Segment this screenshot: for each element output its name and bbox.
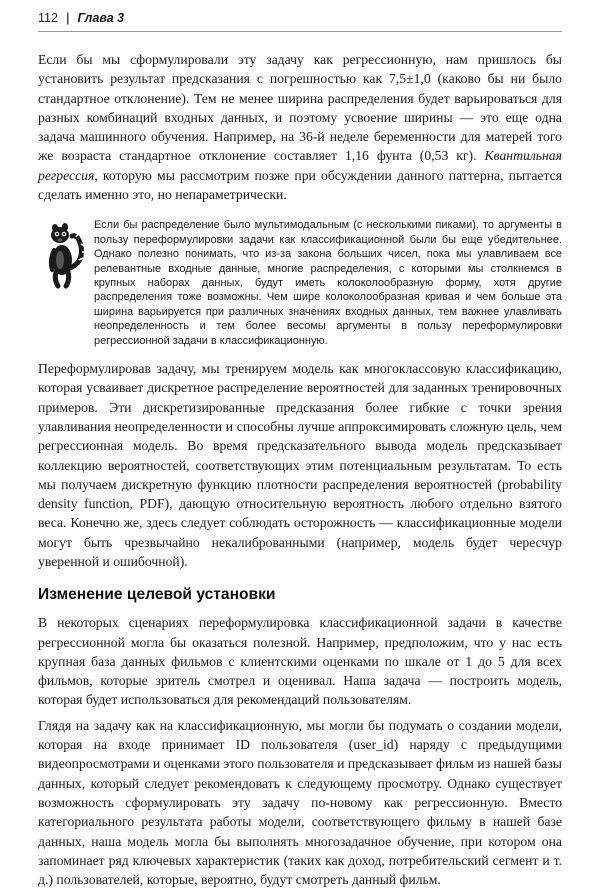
quantile-regression-term: Квантильная регрессия xyxy=(38,148,563,183)
note-block xyxy=(38,218,562,348)
lemur-icon xyxy=(38,218,94,348)
page-header xyxy=(38,11,124,25)
paragraph-1-end: , которую мы рассмотрим позже при обсуждении данного паттерна, пытается сделать именно это, но непараметрически. xyxy=(38,167,562,203)
paragraph-3: В некоторых сценариях переформулировка классификационной задачи в качестве регрессионной могла бы оказаться полезной. Например, предположим, что у нас есть крупная база данных фильмов с клиентскими оценками по шкале от 1 до 5 для всех фильмов, которые зритель смотрел и оценивал. Наша задача — построить модель, которая будет использоваться для рекомендаций пользователям. xyxy=(38,615,562,708)
page-content xyxy=(38,50,562,889)
paragraph-4: Глядя на задачу как на классификационную, мы могли бы подумать о создании модели, которая на входе принимает ID пользователя (user_id) наряду с предыдущими видеопросмотрами и оценками этого пользователя и предсказывает фильм из нашей базы данных, который следует рекомендовать к следующему просмотру. Однако существует возможность сформулировать эту задачу по-новому как регрессионную. Вместо категориального результата работы модели, соответствующего фильму в нашей базе данных, наша модель могла бы выполнять многозадачное обучение, при котором она запоминает ряд ключевых характеристик (таких как доход, потребительский сегмент и т. д.) пользователей, которые, вероятно, будут смотреть данный фильм. xyxy=(38,717,562,888)
page-number: 112 xyxy=(38,11,58,25)
section-heading: Изменение целевой установки xyxy=(38,586,276,604)
header-rule xyxy=(38,31,562,32)
note-text: Если бы распределение было мультимодальным (с несколькими пиками), то аргументы в пользу переформулировки задачи как классификационной были бы еще убедительнее. Однако полезно понимать, что из-за закона больших чисел, пока мы улавливаем все релевантные входные данные, многие распределения, с которыми мы столкнемся в крупных наборах данных, будут иметь колоколообразную форму, хотя другие распределения тоже возможны. Чем шире колоколообразная кривая и чем больше эта ширина варьируется при различных значениях входных данных, тем важнее улавливать неопределенность и тем более весомы аргументы в пользу переформулировки регрессионной задачи в классификационную. xyxy=(94,219,562,347)
header-separator: | xyxy=(65,11,70,25)
chapter-title: Глава 3 xyxy=(77,11,125,25)
paragraph-2: Переформулировав задачу, мы тренируем модель как многоклассовую классификацию, которая усваивает дискретное распределение вероятностей для заданных тренировочных примеров. Эти дискретизированные предсказания более гибкие с точки зрения улавливания неопределенности и способны лучше аппроксимировать сложную цель, чем регрессионная модель. Во время предсказательного вывода модель предсказывает коллекцию вероятностей, соответствующих этим потенциальным результатам. То есть мы получаем дискретную функцию плотности распределения вероятностей (probability density function, PDF), дающую относительную вероятность любого отдельно взятого веса. Конечно же, здесь следует соблюдать осторожность — классификационные модели могут быть чрезвычайно некалиброванными (например, модель будет чересчур уверенной и ошибочной). xyxy=(38,361,562,569)
paragraph-1 xyxy=(38,50,562,204)
paragraph-1-text: Если бы мы сформулировали эту задачу как регрессионную, нам пришлось бы установить результат предсказания с погрешностью как 7,5±1,0 (каково бы ни было стандартное отклонение). Тем не менее ширина распределения будет варьироваться для разных комбинаций входных данных, и поэтому усвоение ширины — это еще одна задача машинного обучения. Например, на 36-й неделе беременности для матерей того же возраста стандартное отклонение составляет 1,16 фунта (0,53 кг). xyxy=(38,52,562,164)
